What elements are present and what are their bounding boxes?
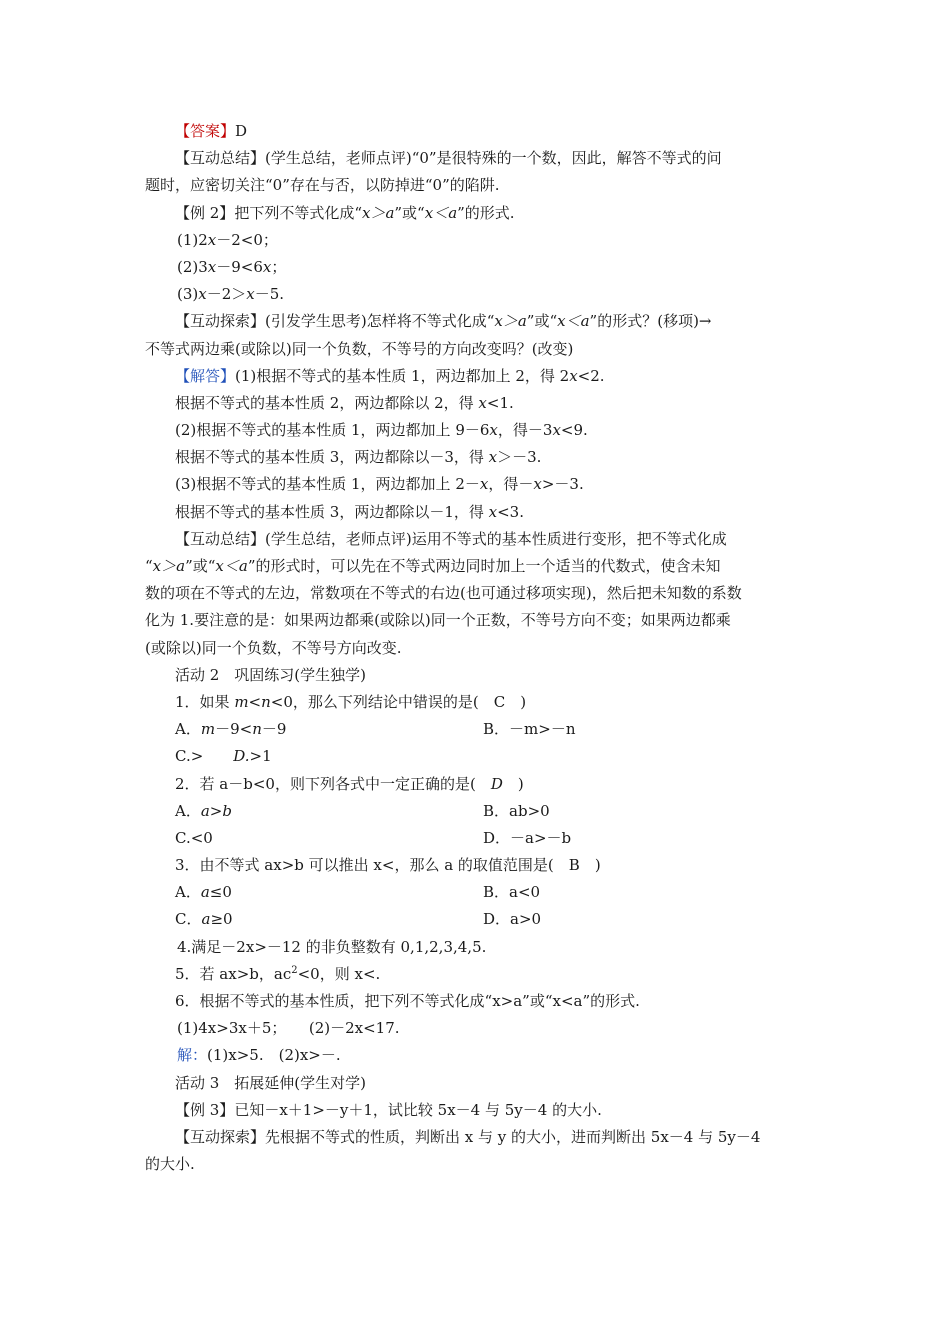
- q2-option-a: A．a>b: [175, 801, 232, 820]
- q2-options-cd: [145, 825, 810, 852]
- summary2-line4: 化为 1.要注意的是：如果两边都乘(或除以)同一个正数，不等号方向不变；如果两边都乘: [145, 611, 731, 630]
- q2-option-d: D．－a>－b: [483, 828, 572, 847]
- q5-line: 5．若 ax>b，$ac^2<0$，则 x<.: [175, 964, 381, 983]
- example3-tag: 【例 3】: [175, 1100, 235, 1119]
- example2-item-3: (3)x－2＞x－5.: [177, 285, 285, 304]
- q2-answer: D: [490, 774, 503, 793]
- q6-solution-tag: 解：: [177, 1046, 208, 1065]
- q1-option-d-letter: D.: [233, 747, 250, 766]
- q1-option-b: B．－m>－n: [483, 720, 576, 739]
- q3-option-c: C．a≥0: [175, 910, 233, 929]
- explore2-tag: 【互动探索】: [175, 1127, 266, 1146]
- q3-options-ab: [145, 879, 810, 906]
- summary2-line3: 数的项在不等式的左边，常数项在不等式的右边(也可通过移项实现)，然后把未知数的系数: [145, 584, 742, 603]
- q3-option-d: D．a>0: [483, 910, 542, 929]
- summary2-line1: 【互动总结】(学生总结，老师点评)运用不等式的基本性质进行变形，把不等式化成: [175, 529, 727, 548]
- q2-option-b: B．ab>0: [483, 801, 550, 820]
- solution-line-4: 根据不等式的基本性质 3，两边都除以－3，得 x＞－3.: [175, 448, 542, 467]
- answer-tag: 【答案】: [175, 122, 236, 140]
- summary1-line1: 【互动总结】(学生总结，老师点评)“0”是很特殊的一个数，因此，解答不等式的问: [175, 149, 722, 168]
- explore2-line1: 【互动探索】先根据不等式的性质，判断出 x 与 y 的大小，进而判断出 5x－4 与 5y－4: [175, 1127, 761, 1146]
- example2-tag: 【例 2】: [175, 203, 235, 222]
- explore1-tag: 【互动探索】: [175, 312, 266, 331]
- q1-option-d: >1: [249, 747, 272, 766]
- solution-line-1: 【解答】(1)根据不等式的基本性质 1，两边都加上 2，得 2x<2.: [175, 366, 605, 385]
- explore2-line2: 的大小.: [145, 1155, 195, 1174]
- solution-line-2: 根据不等式的基本性质 2，两边都除以 2，得 x<1.: [175, 393, 514, 412]
- q1-stem: 1．如果 m<n<0，那么下列结论中错误的是( C ): [175, 692, 527, 711]
- q2-options-ab: [145, 798, 810, 825]
- q1-options-ab: [145, 716, 810, 743]
- q3-options-cd: [145, 906, 810, 933]
- example3-line: 【例 3】已知－x＋1>－y＋1，试比较 5x－4 与 5y－4 的大小.: [175, 1100, 602, 1119]
- q4-line: 4.满足－2x>－12 的非负整数有 0,1,2,3,4,5.: [177, 937, 487, 956]
- activity2-title: 活动 2 巩固练习(学生独学): [175, 665, 367, 684]
- explore1-line2: 不等式两边乘(或除以)同一个负数，不等号的方向改变吗？(改变): [145, 339, 574, 358]
- solution-line-5: (3)根据不等式的基本性质 1，两边都加上 2－x，得－x>－3.: [175, 475, 584, 494]
- solution-line-6: 根据不等式的基本性质 3，两边都除以－1，得 x<3.: [175, 502, 524, 521]
- summary2-line5: (或除以)同一个负数，不等号方向改变.: [145, 638, 402, 657]
- answer-line: [145, 118, 810, 145]
- example2-title: 【例 2】把下列不等式化成“x＞a”或“x＜a”的形式.: [175, 203, 515, 222]
- solution-line-3: (2)根据不等式的基本性质 1，两边都加上 9－6x，得－3x<9.: [175, 421, 588, 440]
- q3-option-b: B．a<0: [483, 883, 541, 902]
- q2-option-c: C.<0: [175, 828, 213, 847]
- example2-item-2: (2)3x－9<6x；: [177, 257, 287, 276]
- answer-value: D: [235, 122, 248, 140]
- q3-answer: B: [568, 856, 580, 875]
- q6-solution: 解：(1)x>5. (2)x>－.: [177, 1046, 341, 1065]
- summary2-line2: “x＞a”或“x＜a”的形式时，可以先在不等式两边同时加上一个适当的代数式，使含未知: [145, 557, 721, 575]
- q1-option-c: C.>: [175, 747, 234, 766]
- q1-options-cd: [145, 743, 810, 770]
- example2-item-1: (1)2x－2<0；: [177, 230, 278, 249]
- summary2-tag: 【互动总结】: [175, 529, 266, 548]
- q2-stem: 2．若 a－b<0，则下列各式中一定正确的是( D ): [175, 774, 524, 793]
- q3-option-a: A．a≤0: [175, 883, 232, 902]
- document-page: [145, 118, 810, 1178]
- q1-answer: C: [493, 692, 506, 711]
- q6-stem: 6．根据不等式的基本性质，把下列不等式化成“x>a”或“x<a”的形式.: [175, 992, 640, 1010]
- activity3-title: 活动 3 拓展延伸(学生对学): [175, 1073, 367, 1092]
- q3-stem: 3．由不等式 ax>b 可以推出 x<，那么 a 的取值范围是( B ): [175, 856, 601, 875]
- q6-parts: (1)4x>3x＋5； (2)－2x<17.: [177, 1019, 400, 1038]
- q1-option-a: A．m－9<n－9: [175, 720, 287, 739]
- explore1-line1: 【互动探索】(引发学生思考)怎样将不等式化成“x＞a”或“x＜a”的形式？(移项)→: [175, 312, 712, 331]
- summary1-tag: 【互动总结】: [175, 149, 266, 168]
- solution-tag: 【解答】: [175, 366, 236, 385]
- summary1-line2: 题时，应密切关注“0”存在与否，以防掉进“0”的陷阱.: [145, 176, 500, 195]
